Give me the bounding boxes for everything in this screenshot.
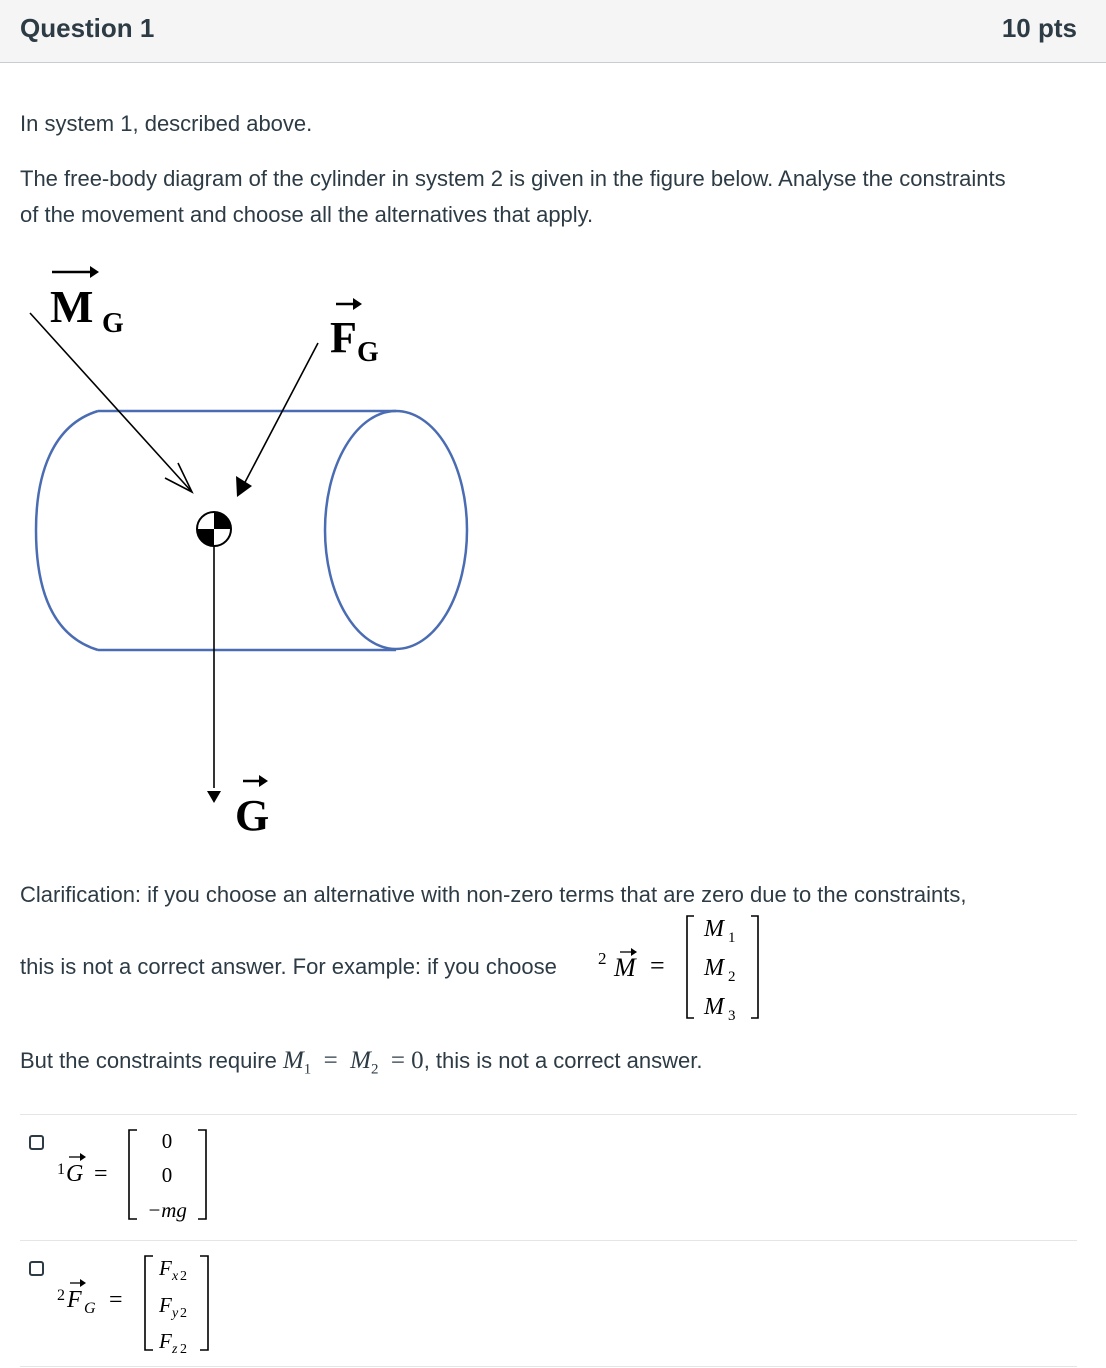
force-arrow — [236, 343, 318, 497]
clarification-line-1: Clarification: if you choose an alternative with non-zero terms that are zero due to the constraints, — [20, 882, 967, 907]
cylinder-shape — [36, 411, 467, 650]
question-intro: In system 1, described above. — [20, 111, 313, 136]
moment-label-subscript: G — [102, 308, 124, 339]
svg-text:2: 2 — [180, 1269, 187, 1284]
svg-text:F: F — [159, 1329, 172, 1353]
option-1-entry-2: 0 — [161, 1163, 173, 1187]
option-divider — [20, 1366, 1077, 1367]
weight-label-text: G — [235, 791, 270, 840]
question-description: The free-body diagram of the cylinder in system 2 is given in the figure below. Analyse the constraints of the movement and choose all the alternatives that apply. — [20, 166, 1006, 227]
clarification-line-2 — [20, 949, 557, 985]
svg-text:=: = — [109, 1287, 123, 1313]
svg-text:M: M — [704, 916, 724, 942]
svg-text:1: 1 — [57, 1161, 65, 1178]
weight-label — [235, 775, 269, 840]
weight-arrow — [207, 546, 221, 803]
moment-arrow — [30, 313, 192, 492]
svg-text:2: 2 — [180, 1306, 187, 1321]
force-label — [330, 298, 379, 368]
option-divider — [20, 1114, 1077, 1115]
clarification-line-3: But the constraints require $M_1 = M_2 = 0$, this is not a correct answer. — [20, 1047, 703, 1078]
force-label-subscript: G — [357, 337, 379, 368]
svg-text:G: G — [66, 1161, 84, 1187]
m3-sub: 3 — [728, 1008, 736, 1024]
example-equation — [596, 912, 776, 1024]
svg-text:M: M — [704, 994, 724, 1020]
option-1-entry-1: 0 — [161, 1129, 173, 1153]
moment-label — [50, 266, 124, 339]
moment-label-text: M — [50, 281, 94, 332]
svg-text:F: F — [159, 1256, 172, 1280]
question-title: Question 1 — [20, 13, 155, 43]
clarification-line-3-end: , this is not a correct answer. — [423, 1048, 703, 1073]
question-header — [0, 0, 1106, 63]
svg-text:F: F — [159, 1293, 172, 1317]
svg-text:z: z — [172, 1342, 178, 1354]
question-points: 10 pts — [1001, 13, 1077, 43]
svg-text:=: = — [650, 951, 665, 980]
svg-text:G: G — [84, 1300, 96, 1317]
clarification-line-2-text: this is not a correct answer. For example: if you choose — [20, 954, 557, 979]
svg-text:y: y — [172, 1306, 179, 1321]
svg-text:M: M — [704, 955, 724, 981]
m2-sub: 2 — [728, 969, 736, 985]
svg-text:2: 2 — [598, 949, 607, 968]
svg-text:2: 2 — [57, 1287, 65, 1304]
svg-text:2: 2 — [180, 1342, 187, 1354]
option-1-entry-3: −mg — [147, 1198, 187, 1222]
option-2-checkbox[interactable] — [29, 1261, 44, 1276]
clarification-line-3-start: But the constraints require — [20, 1048, 277, 1073]
option-1-equation[interactable] — [55, 1124, 225, 1224]
center-of-mass-icon — [197, 512, 231, 546]
svg-text:F: F — [67, 1287, 82, 1313]
option-divider — [20, 1240, 1077, 1241]
force-label-text: F — [330, 313, 357, 362]
option-2-equation[interactable] — [55, 1250, 225, 1354]
option-1-checkbox[interactable] — [29, 1135, 44, 1150]
free-body-diagram — [20, 260, 490, 840]
m1-sub: 1 — [728, 930, 736, 946]
svg-text:=: = — [94, 1161, 108, 1187]
svg-text:M: M — [614, 953, 636, 982]
svg-text:x: x — [172, 1269, 179, 1284]
